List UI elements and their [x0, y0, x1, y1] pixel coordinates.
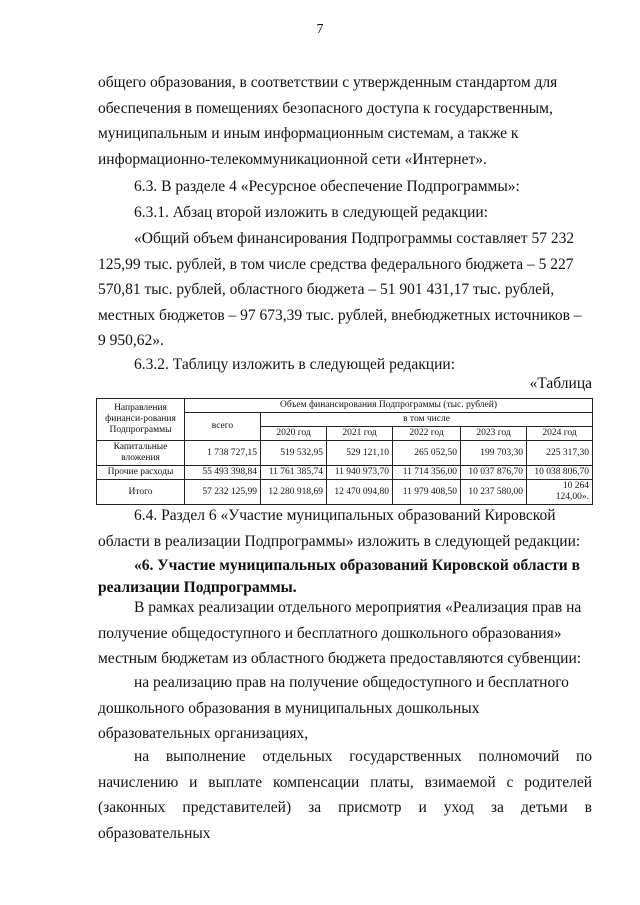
row-total: 55 493 398,84 [185, 466, 261, 480]
row-value: 12 470 094,80 [327, 480, 393, 505]
paragraph-compensation: на выполнение отдельных государственных полномочий по начислению и выплате компенсации платы, взимаемой с родителей (законных представителей) за присмотр и уход за детьми в образовательных [98, 748, 592, 842]
row-label: Капитальные вложения [97, 441, 185, 466]
row-value: 11 979 408,50 [393, 480, 461, 505]
table-caption: «Таблица [529, 375, 592, 392]
header-year: 2020 год [261, 427, 327, 441]
row-value: 11 714 356,00 [393, 466, 461, 480]
header-direction: Направления финанси-рования Подпрограммы [97, 399, 185, 441]
row-value: 265 052,50 [393, 441, 461, 466]
row-total: 57 232 125,99 [185, 480, 261, 505]
row-value: 10 038 806,70 [527, 466, 593, 480]
paragraph-6-3-1: 6.3.1. Абзац второй изложить в следующей редакции: [134, 204, 488, 221]
header-including: в том числе [261, 413, 593, 427]
row-value: 10 237 580,00 [461, 480, 527, 505]
table-row [97, 466, 593, 480]
row-value: 11 761 385,74 [261, 466, 327, 480]
table-row [97, 441, 593, 466]
financing-table [96, 398, 593, 505]
paragraph-financing-volume: «Общий объем финансирования Подпрограммы составляет 57 232 125,99 тыс. рублей, в том числе средства федерального бюджета – 5 227 570,81 тыс. рублей, областного бюджета – 51 901 431,17 тыс. рублей, местных бюджетов – 97 673,39 тыс. рублей, внебюджетных источников – 9 950,62». [98, 230, 582, 349]
row-label: Прочие расходы [97, 466, 185, 480]
header-volume: Объем финансирования Подпрограммы (тыс. рублей) [185, 399, 593, 413]
row-value: 199 703,30 [461, 441, 527, 466]
header-year: 2021 год [327, 427, 393, 441]
row-total: 1 738 727,15 [185, 441, 261, 466]
paragraph-6-3: 6.3. В разделе 4 «Ресурсное обеспечение Подпрограммы»: [134, 178, 520, 195]
row-value: 12 280 918,69 [261, 480, 327, 505]
paragraph-preschool: на реализацию прав на получение общедоступного и бесплатного дошкольного образования в муниципальных дошкольных образовательных организациях, [98, 674, 569, 742]
section-heading: «6. Участие муниципальных образований Кировской области в реализации Подпрограммы. [98, 557, 580, 596]
row-value: 529 121,10 [327, 441, 393, 466]
row-value: 10 037 876,70 [461, 466, 527, 480]
header-year: 2023 год [461, 427, 527, 441]
table-row [97, 480, 593, 505]
paragraph-6-4: 6.4. Раздел 6 «Участие муниципальных образований Кировской области в реализации Подпрограммы» изложить в следующей редакции: [98, 507, 581, 550]
paragraph-subventions: В рамках реализации отдельного мероприятия «Реализация прав на получение общедоступного и бесплатного дошкольного образования» местным бюджетам из областного бюджета предоставляются субвенции: [98, 599, 582, 667]
row-value: 225 317,30 [527, 441, 593, 466]
header-total: всего [185, 413, 261, 441]
paragraph-6-3-2: 6.3.2. Таблицу изложить в следующей редакции: [134, 356, 455, 373]
row-label: Итого [97, 480, 185, 505]
header-year: 2022 год [393, 427, 461, 441]
table-header-row [97, 399, 593, 413]
row-value: 11 940 973,70 [327, 466, 393, 480]
paragraph-continuation: общего образования, в соответствии с утвержденным стандартом для обеспечения в помещениях безопасного доступа к государственным, муниципальным и иным информационным системам, а также к информационно-телекоммуникационной сети «Интернет». [98, 74, 558, 168]
row-value: 10 264 124,00». [527, 480, 593, 505]
page-number: 7 [316, 22, 324, 37]
row-value: 519 532,95 [261, 441, 327, 466]
header-year: 2024 год [527, 427, 593, 441]
